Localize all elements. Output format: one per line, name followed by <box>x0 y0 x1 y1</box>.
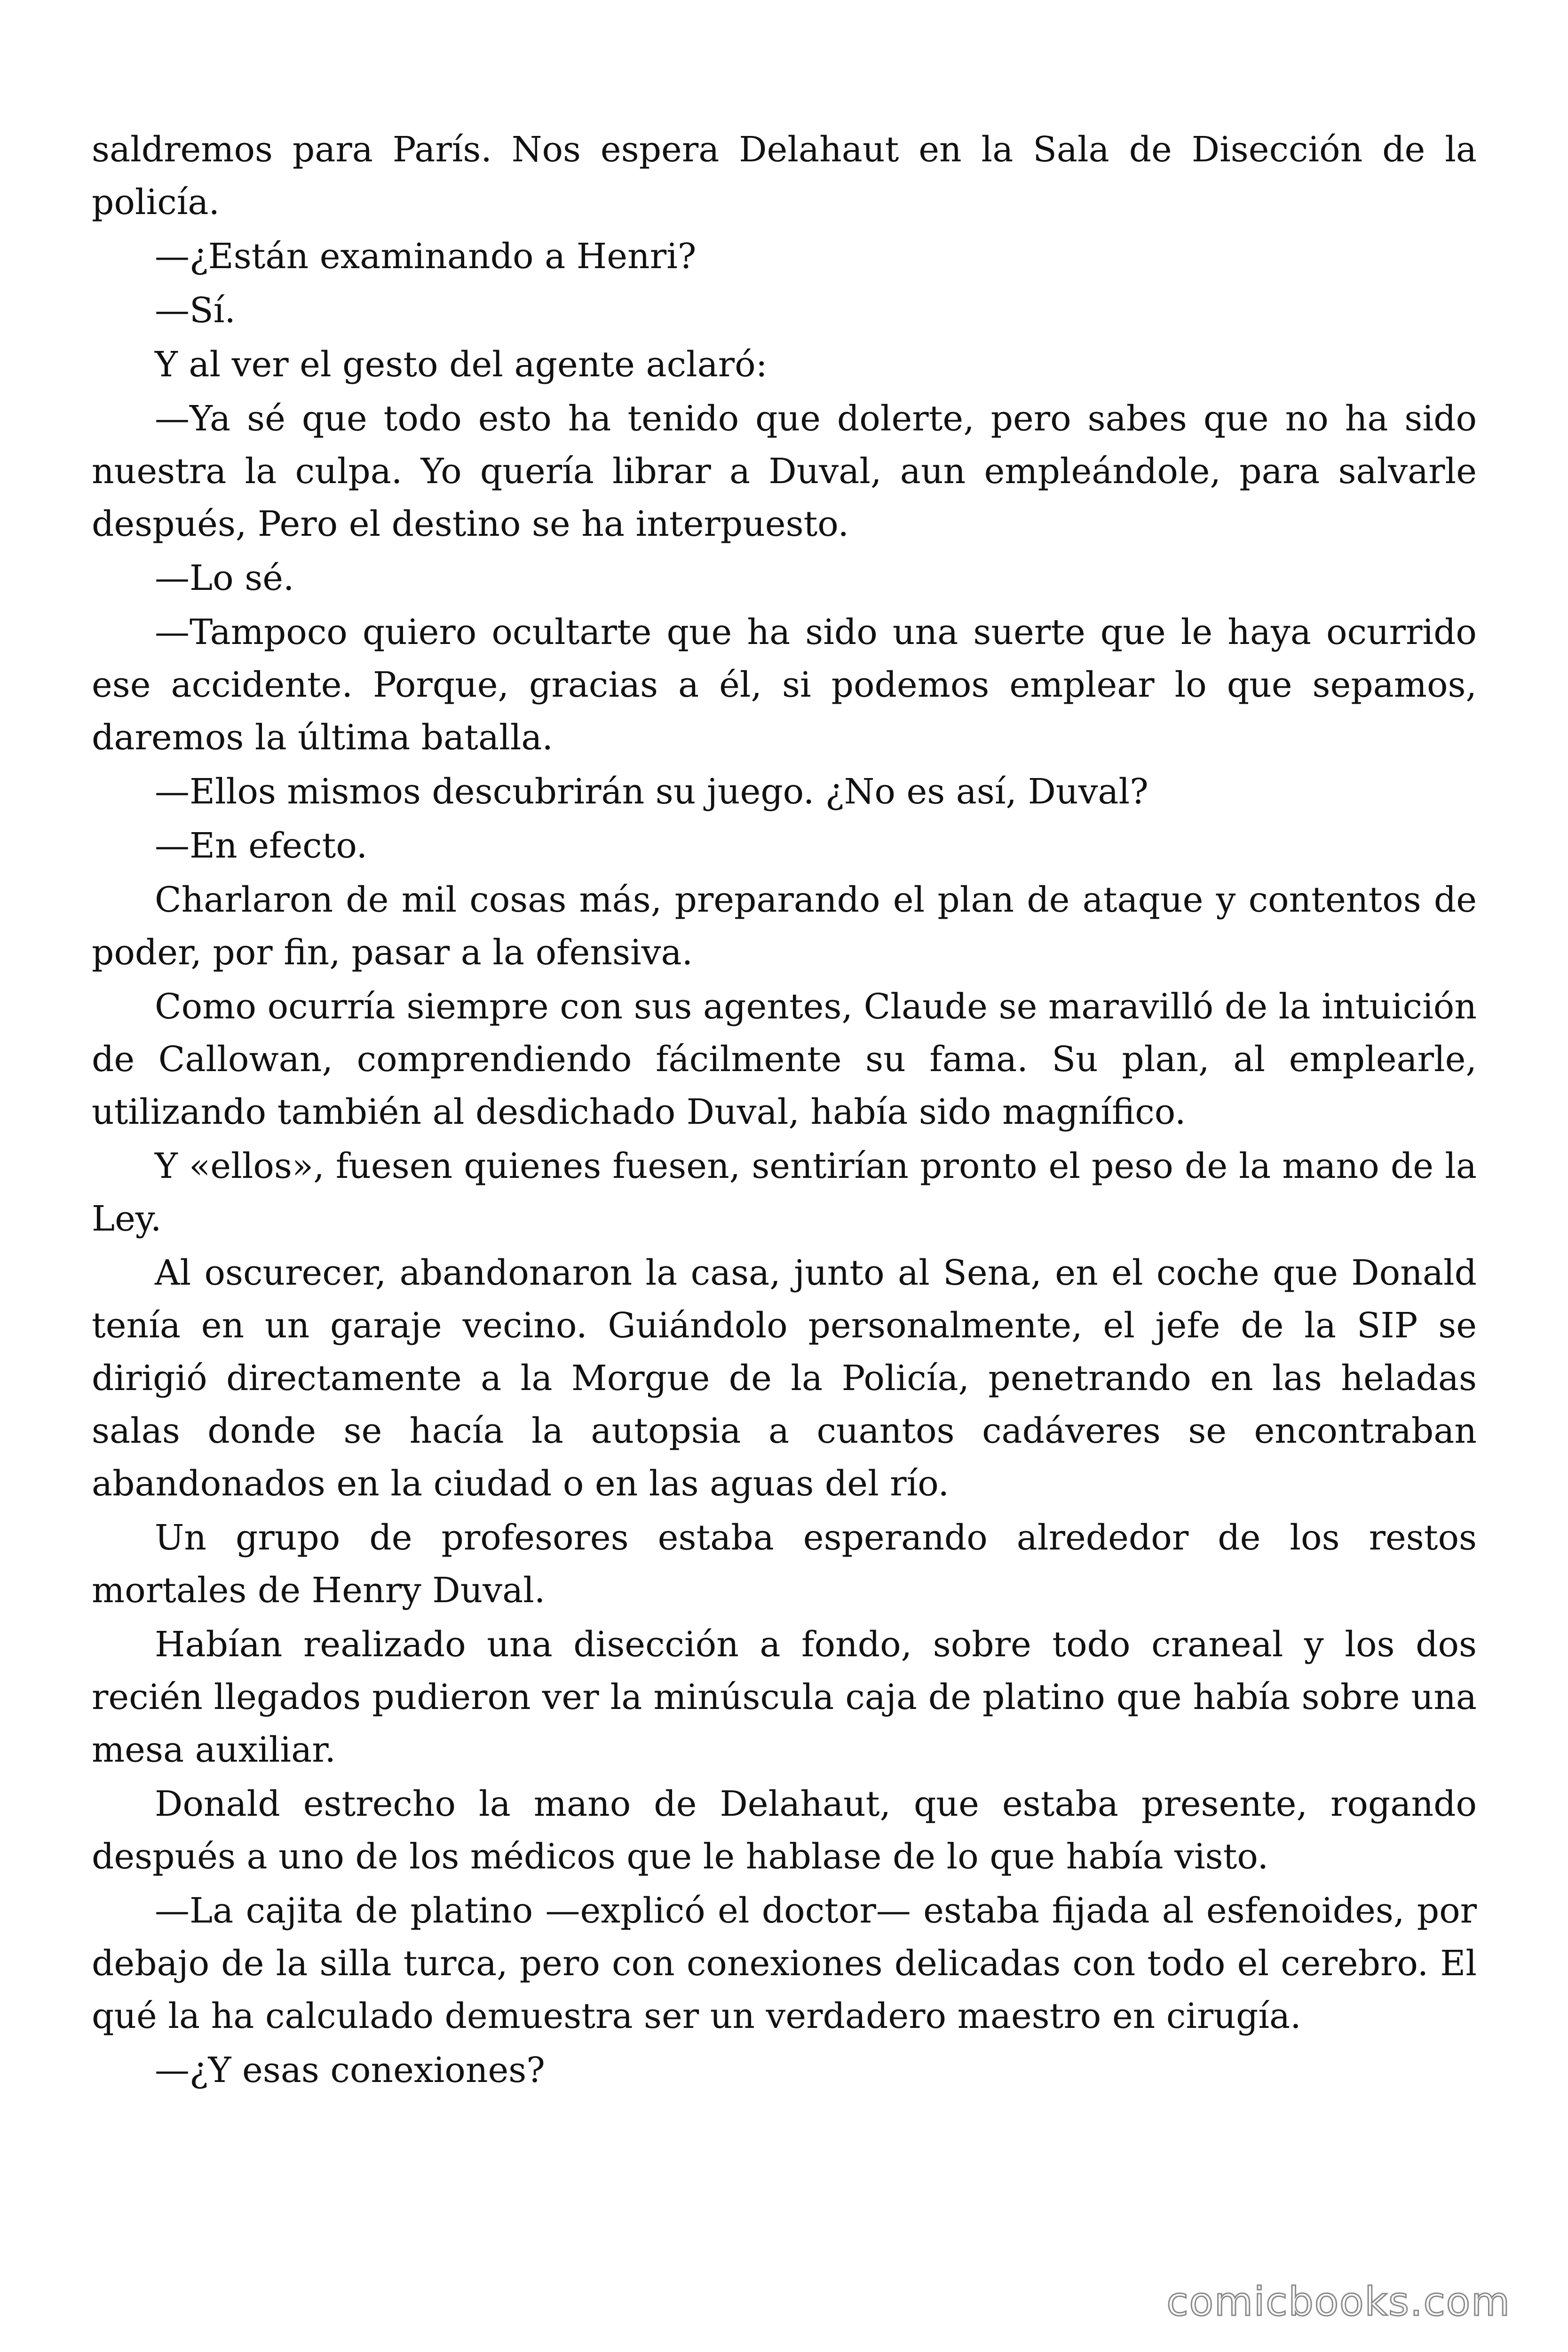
paragraph: —En efecto. <box>155 826 368 866</box>
paragraph: —¿Y esas conexiones? <box>155 2050 545 2090</box>
paragraph-continuation: saldremos para París. Nos espera Delahaut en la Sala de Disección de la policía. <box>92 129 1477 222</box>
paragraph: —Sí. <box>155 290 236 331</box>
paragraph: —Ellos mismos descubrirán su juego. ¿No es así, Duval? <box>155 771 1148 812</box>
paragraph: Habían realizado una disección a fondo, sobre todo craneal y los dos recién llegados pudieron ver la minúscula caja de platino que había sobre una mesa auxiliar. <box>92 1624 1477 1770</box>
paragraph: —¿Están examinando a Henri? <box>155 236 697 277</box>
paragraph: Donald estrecho la mano de Delahaut, que estaba presente, rogando después a uno de los médicos que le hablase de lo que había visto. <box>92 1784 1477 1877</box>
paragraph: Charlaron de mil cosas más, preparando el plan de ataque y contentos de poder, por fin, pasar a la ofensiva. <box>92 880 1477 973</box>
paragraph: —Tampoco quiero ocultarte que ha sido una suerte que le haya ocurrido ese accidente. Porque, gracias a él, si podemos emplear lo que sepamos, daremos la última batalla. <box>92 612 1477 758</box>
paragraph: Y «ellos», fuesen quienes fuesen, sentirían pronto el peso de la mano de la Ley. <box>92 1146 1477 1239</box>
book-page-text <box>92 123 1477 2098</box>
paragraph: Como ocurría siempre con sus agentes, Claude se maravilló de la intuición de Callowan, comprendiendo fácilmente su fama. Su plan, al emplearle, utilizando también al desdichado Duval, había sido magnífico. <box>92 986 1477 1132</box>
paragraph: —La cajita de platino —explicó el doctor— estaba fijada al esfenoides, por debajo de la silla turca, pero con conexiones delicadas con todo el cerebro. El qué la ha calculado demuestra ser un verdadero maestro en cirugía. <box>92 1891 1477 2036</box>
paragraph: Un grupo de profesores estaba esperando alrededor de los restos mortales de Henry Duval. <box>92 1518 1477 1611</box>
watermark: comicbooks.com <box>1166 2279 1511 2325</box>
paragraph: —Ya sé que todo esto ha tenido que dolerte, pero sabes que no ha sido nuestra la culpa. Yo quería librar a Duval, aun empleándole, para salvarle después, Pero el destino se ha interpuesto. <box>92 398 1477 544</box>
paragraph: Y al ver el gesto del agente aclaró: <box>155 344 768 385</box>
paragraph: —Lo sé. <box>155 558 294 598</box>
paragraph: Al oscurecer, abandonaron la casa, junto al Sena, en el coche que Donald tenía en un garaje vecino. Guiándolo personalmente, el jefe de la SIP se dirigió directamente a la Morgue de la Policía, penetrando en las heladas salas donde se hacía la autopsia a cuantos cadáveres se encontraban abandonados en la ciudad o en las aguas del río. <box>92 1253 1477 1504</box>
